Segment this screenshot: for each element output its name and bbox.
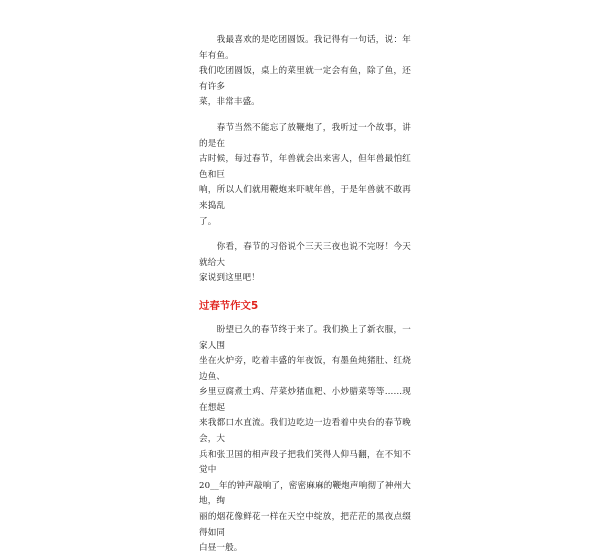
- paragraph-closing: 你看，春节的习俗说个三天三夜也说不完呀！今天就给大 家说到这里吧！: [199, 242, 411, 284]
- document-body: [199, 33, 411, 557]
- paragraph-firecrackers: 春节当然不能忘了放鞭炮了，我听过一个故事，讲的是在 古时候，每过春节，年兽就会出来害人，但年兽最怕红色和巨 响，所以人们就用鞭炮来吓唬年兽，于是年兽就不敢再来捣乱 了。: [199, 122, 411, 227]
- paragraph-spring-festival: 盼望已久的春节终于来了。我们换上了新衣服，一家人围 坐在火炉旁，吃着丰盛的年夜饭，有墨鱼炖猪肚、红烧边鱼、 乡里豆腐煮土鸡、芹菜炒猪血粑、小炒腊菜等等……现在想起 来我都口水直流。我们边吃边一边看着中央台的春节晚会，大 兵和张卫国的相声段子把我们笑得人仰马翻，在不知不觉中 20__年的钟声敲响了，密密麻麻的鞭炮声响彻了神州大地，绚 丽的烟花像鲜花一样在天空中绽放，把茫茫的黑夜点缀得如同 白昼一般。: [199, 324, 411, 554]
- paragraph-reunion-dinner: 我最喜欢的是吃团圆饭。我记得有一句话，说：年年有鱼。 我们吃团圆饭，桌上的菜里就一定会有鱼，除了鱼，还有许多 菜，非常丰盛。: [199, 35, 411, 108]
- section-heading: 过春节作文5: [199, 299, 259, 312]
